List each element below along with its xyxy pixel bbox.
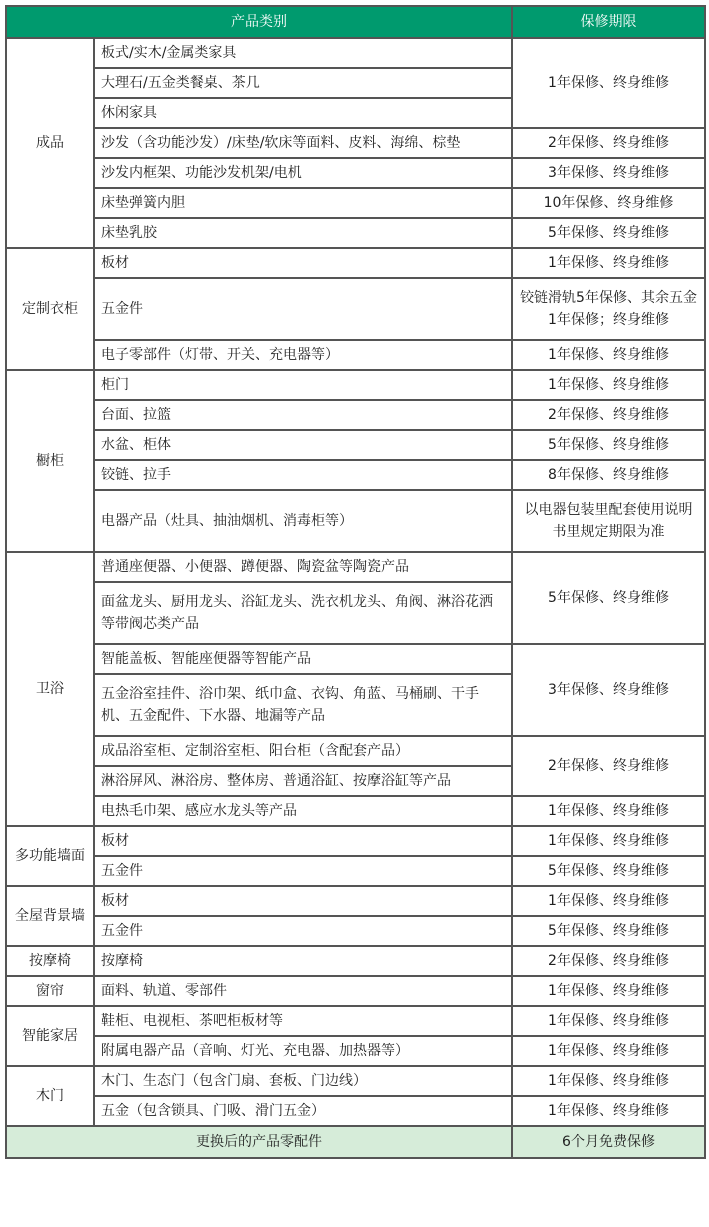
item-cell: 普通座便器、小便器、蹲便器、陶瓷盆等陶瓷产品 (94, 552, 512, 582)
header-period: 保修期限 (512, 6, 705, 38)
table-row (6, 826, 705, 856)
item-cell: 床垫弹簧内胆 (94, 188, 512, 218)
table-row (6, 736, 705, 766)
category-cell: 木门 (6, 1066, 94, 1126)
item-cell: 电热毛巾架、感应水龙头等产品 (94, 796, 512, 826)
period-cell: 3年保修、终身维修 (512, 644, 705, 736)
item-cell: 板材 (94, 886, 512, 916)
period-cell: 1年保修、终身维修 (512, 1096, 705, 1126)
table-row (6, 278, 705, 340)
table-row (6, 248, 705, 278)
period-cell: 1年保修、终身维修 (512, 1006, 705, 1036)
table-row (6, 946, 705, 976)
warranty-table (5, 5, 706, 1159)
item-cell: 五金浴室挂件、浴巾架、纸巾盒、衣钩、角蓝、马桶刷、干手机、五金配件、下水器、地漏等产品 (94, 674, 512, 736)
category-cell: 多功能墙面 (6, 826, 94, 886)
table-row (6, 916, 705, 946)
item-cell: 面料、轨道、零部件 (94, 976, 512, 1006)
category-cell: 定制衣柜 (6, 248, 94, 370)
table-row (6, 856, 705, 886)
period-cell: 1年保修、终身维修 (512, 248, 705, 278)
item-cell: 水盆、柜体 (94, 430, 512, 460)
table-row (6, 552, 705, 582)
category-cell: 窗帘 (6, 976, 94, 1006)
table-row (6, 644, 705, 674)
period-cell: 1年保修、终身维修 (512, 340, 705, 370)
table-row (6, 976, 705, 1006)
period-cell: 1年保修、终身维修 (512, 976, 705, 1006)
item-cell: 按摩椅 (94, 946, 512, 976)
category-cell: 智能家居 (6, 1006, 94, 1066)
item-cell: 电子零部件（灯带、开关、充电器等） (94, 340, 512, 370)
footer-period: 6个月免费保修 (512, 1126, 705, 1158)
period-cell: 3年保修、终身维修 (512, 158, 705, 188)
table-row (6, 886, 705, 916)
item-cell: 五金（包含锁具、门吸、滑门五金） (94, 1096, 512, 1126)
period-cell: 2年保修、终身维修 (512, 736, 705, 796)
item-cell: 智能盖板、智能座便器等智能产品 (94, 644, 512, 674)
category-cell: 橱柜 (6, 370, 94, 552)
table-row (6, 490, 705, 552)
table-body (6, 38, 705, 1126)
period-cell: 1年保修、终身维修 (512, 38, 705, 128)
item-cell: 床垫乳胶 (94, 218, 512, 248)
table-row (6, 188, 705, 218)
table-row (6, 158, 705, 188)
item-cell: 附属电器产品（音响、灯光、充电器、加热器等） (94, 1036, 512, 1066)
table-row (6, 370, 705, 400)
item-cell: 五金件 (94, 916, 512, 946)
period-cell: 以电器包装里配套使用说明书里规定期限为准 (512, 490, 705, 552)
item-cell: 淋浴屏风、淋浴房、整体房、普通浴缸、按摩浴缸等产品 (94, 766, 512, 796)
item-cell: 板式/实木/金属类家具 (94, 38, 512, 68)
table-row (6, 1036, 705, 1066)
period-cell: 5年保修、终身维修 (512, 218, 705, 248)
period-cell: 2年保修、终身维修 (512, 946, 705, 976)
period-cell: 10年保修、终身维修 (512, 188, 705, 218)
item-cell: 台面、拉篮 (94, 400, 512, 430)
item-cell: 成品浴室柜、定制浴室柜、阳台柜（含配套产品） (94, 736, 512, 766)
period-cell: 2年保修、终身维修 (512, 128, 705, 158)
category-cell: 按摩椅 (6, 946, 94, 976)
table-row (6, 218, 705, 248)
table-row (6, 1006, 705, 1036)
item-cell: 电器产品（灶具、抽油烟机、消毒柜等） (94, 490, 512, 552)
item-cell: 五金件 (94, 278, 512, 340)
item-cell: 五金件 (94, 856, 512, 886)
table-row (6, 1066, 705, 1096)
period-cell: 5年保修、终身维修 (512, 552, 705, 644)
table-row (6, 128, 705, 158)
table-row (6, 400, 705, 430)
table-row (6, 340, 705, 370)
item-cell: 柜门 (94, 370, 512, 400)
period-cell: 5年保修、终身维修 (512, 856, 705, 886)
item-cell: 鞋柜、电视柜、茶吧柜板材等 (94, 1006, 512, 1036)
item-cell: 休闲家具 (94, 98, 512, 128)
period-cell: 2年保修、终身维修 (512, 400, 705, 430)
table-row (6, 796, 705, 826)
table-row (6, 38, 705, 68)
category-cell: 卫浴 (6, 552, 94, 826)
period-cell: 1年保修、终身维修 (512, 826, 705, 856)
period-cell: 1年保修、终身维修 (512, 796, 705, 826)
period-cell: 8年保修、终身维修 (512, 460, 705, 490)
period-cell: 铰链滑轨5年保修、其余五金1年保修；终身维修 (512, 278, 705, 340)
period-cell: 1年保修、终身维修 (512, 886, 705, 916)
item-cell: 大理石/五金类餐桌、茶几 (94, 68, 512, 98)
category-cell: 全屋背景墙 (6, 886, 94, 946)
item-cell: 木门、生态门（包含门扇、套板、门边线） (94, 1066, 512, 1096)
period-cell: 1年保修、终身维修 (512, 1036, 705, 1066)
item-cell: 板材 (94, 826, 512, 856)
period-cell: 1年保修、终身维修 (512, 370, 705, 400)
item-cell: 面盆龙头、厨用龙头、浴缸龙头、洗衣机龙头、角阀、淋浴花洒等带阀芯类产品 (94, 582, 512, 644)
item-cell: 沙发内框架、功能沙发机架/电机 (94, 158, 512, 188)
table-row (6, 430, 705, 460)
table-row (6, 1096, 705, 1126)
item-cell: 沙发（含功能沙发）/床垫/软床等面料、皮料、海绵、棕垫 (94, 128, 512, 158)
footer-row (6, 1126, 705, 1158)
footer-item: 更换后的产品零配件 (6, 1126, 512, 1158)
period-cell: 5年保修、终身维修 (512, 430, 705, 460)
item-cell: 板材 (94, 248, 512, 278)
header-row (6, 6, 705, 38)
header-category: 产品类别 (6, 6, 512, 38)
period-cell: 1年保修、终身维修 (512, 1066, 705, 1096)
category-cell: 成品 (6, 38, 94, 248)
table-row (6, 460, 705, 490)
item-cell: 铰链、拉手 (94, 460, 512, 490)
period-cell: 5年保修、终身维修 (512, 916, 705, 946)
